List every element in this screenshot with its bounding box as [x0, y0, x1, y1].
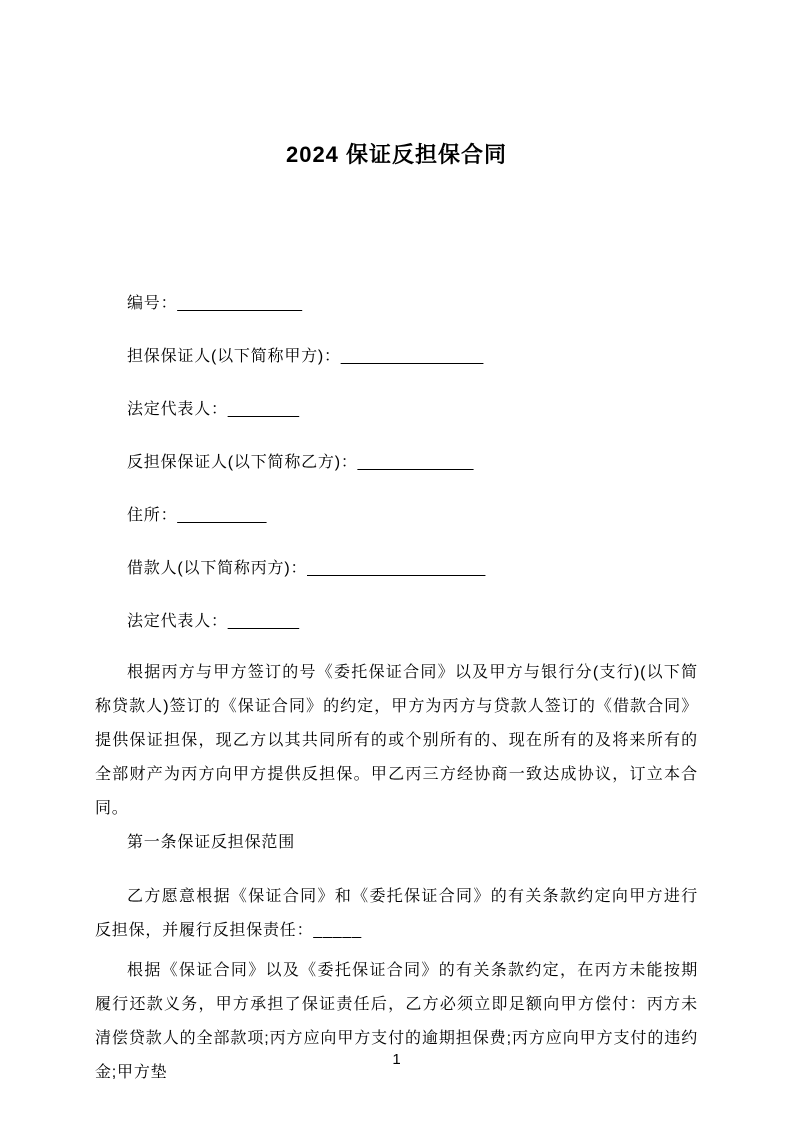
blank-line: ________: [227, 613, 299, 630]
field-label: 法定代表人：: [127, 613, 228, 630]
blank-line: ______________: [177, 295, 302, 312]
blank-line: _____________: [357, 454, 474, 471]
field-row-counter-guarantor-party-b: [95, 452, 698, 473]
page-number: 1: [392, 1051, 401, 1068]
article1-paragraph-1: 乙方愿意根据《保证合同》和《委托保证合同》的有关条款约定向甲方进行反担保，并履行反担保责任：_____: [95, 888, 698, 939]
field-label: 编号：: [127, 295, 178, 312]
field-row-legal-representative-1: [95, 399, 698, 420]
blank-line: __________: [177, 507, 267, 524]
field-row-guarantor-party-a: [95, 346, 698, 367]
field-row-address: [95, 505, 698, 526]
field-row-borrower-party-c: [95, 558, 698, 579]
document-body: [95, 293, 698, 1090]
field-label: 反担保保证人(以下简称乙方)：: [127, 454, 358, 471]
field-row-number: [95, 293, 698, 314]
field-label: 住所：: [127, 507, 178, 524]
field-list: [95, 293, 698, 632]
field-label: 借款人(以下简称丙方)：: [127, 560, 308, 577]
blank-line: ________________: [340, 348, 484, 365]
blank-line: ____________________: [307, 560, 486, 577]
paragraph-intro: 根据丙方与甲方签订的号《委托保证合同》以及甲方与银行分(支行)(以下简称贷款人)签订的《保证合同》的约定，甲方为丙方与贷款人签订的《借款合同》提供保证担保，现乙方以其共同所有的或个别所有的、现在所有的及将来所有的全部财产为丙方向甲方提供反担保。甲乙丙三方经协商一致达成协议，订立本合同。: [95, 664, 698, 817]
article1-heading: 第一条保证反担保范围: [127, 834, 296, 851]
article1-paragraph-2: 根据《保证合同》以及《委托保证合同》的有关条款约定，在丙方未能按期履行还款义务，甲方承担了保证责任后，乙方必须立即足额向甲方偿付：丙方未清偿贷款人的全部款项;丙方应向甲方支付的逾期担保费;丙方应向甲方支付的违约金;甲方垫: [95, 962, 698, 1081]
document-title: 2024 保证反担保合同: [285, 142, 508, 167]
field-label: 法定代表人：: [127, 401, 228, 418]
field-label: 担保保证人(以下简称甲方)：: [127, 348, 341, 365]
field-row-legal-representative-2: [95, 611, 698, 632]
blank-line: ________: [227, 401, 299, 418]
